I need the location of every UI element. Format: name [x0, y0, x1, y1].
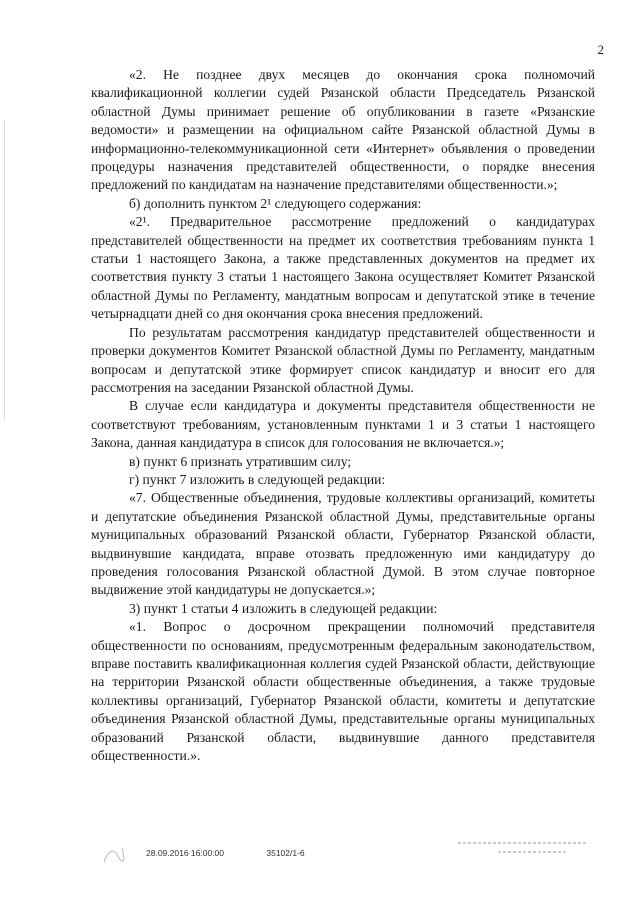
- paragraph-7: г) пункт 7 изложить в следующей редакции:: [129, 471, 386, 487]
- paragraph-2: б) дополнить пунктом 2¹ следующего содержания:: [129, 195, 422, 211]
- document-body: [91, 66, 595, 765]
- scan-edge-line: [4, 120, 5, 420]
- footer: [146, 848, 345, 858]
- faded-stamp-lines-icon: [458, 838, 588, 858]
- page-number: 2: [597, 42, 604, 57]
- paragraph-3: «2¹. Предварительное рассмотрение предложений о кандидатурах представителей общественности на предмет их соответствия требованиям пункта 1 статьи 1 настоящего Закона, а также представленных документов на предмет их соответствия пункту 3 статьи 1 настоящего Закона осуществляет Комитет Рязанской областной Думы по Регламенту, мандатным вопросам и депутатской этике в течение четырнадцати дней со дня окончания срока внесения предложений.: [91, 214, 595, 322]
- footer-datetime: 28.09.2016 16:00:00: [146, 848, 224, 858]
- paragraph-1: «2. Не позднее двух месяцев до окончания срока полномочий квалификационной коллегии судей Рязанской области Председатель Рязанской областной Думы принимает решение об опубликовании в газете «Рязанские ведомости» и размещении на официальном сайте Рязанской областной Думы в информационно-телекоммуникационной сети «Интернет» объявления о проведении процедуры назначения представителей общественности, о порядке внесения предложений по кандидатам на назначение представителями общественности.»;: [91, 67, 595, 193]
- handwritten-mark-icon: [100, 840, 130, 870]
- paragraph-9: 3) пункт 1 статьи 4 изложить в следующей редакции:: [129, 600, 438, 616]
- paragraph-4: По результатам рассмотрения кандидатур представителей общественности и проверки документов Комитет Рязанской областной Думы по Регламенту, мандатным вопросам и депутатской этике формирует список кандидатур и вносит его для рассмотрения на заседании Рязанской областной Думы.: [91, 324, 595, 395]
- paragraph-5: В случае если кандидатура и документы представителя общественности не соответствуют требованиям, установленным пунктами 1 и 3 статьи 1 настоящего Закона, данная кандидатура в список для голосования не включается.»;: [91, 398, 595, 451]
- paragraph-10: «1. Вопрос о досрочном прекращении полномочий представителя общественности по основаниям, предусмотренным федеральным законодательством, вправе поставить квалификационная коллегия судей Рязанской области, действующие на территории Рязанской области общественные объединения, а также трудовые коллективы организаций, Губернатор Рязанской области, комитеты и депутатские объединения Рязанской областной Думы, представительные органы муниципальных образований Рязанской области, выдвинувшие данного представителя общественности.».: [91, 619, 595, 764]
- paragraph-8: «7. Общественные объединения, трудовые коллективы организаций, комитеты и депутатские объединения Рязанской областной Думы, представительные органы муниципальных образований Рязанской области, Губернатор Рязанской области, выдвинувшие кандидата, вправе отозвать предложенную ими кандидатуру до проведения голосования Рязанской областной Думой. В этом случае повторное выдвижение этой кандидатуры не допускается.»;: [91, 490, 595, 598]
- footer-doc-id: 35102/1-6: [266, 848, 305, 858]
- faded-stamp: [458, 838, 588, 861]
- paragraph-6: в) пункт 6 признать утратившим силу;: [129, 453, 352, 469]
